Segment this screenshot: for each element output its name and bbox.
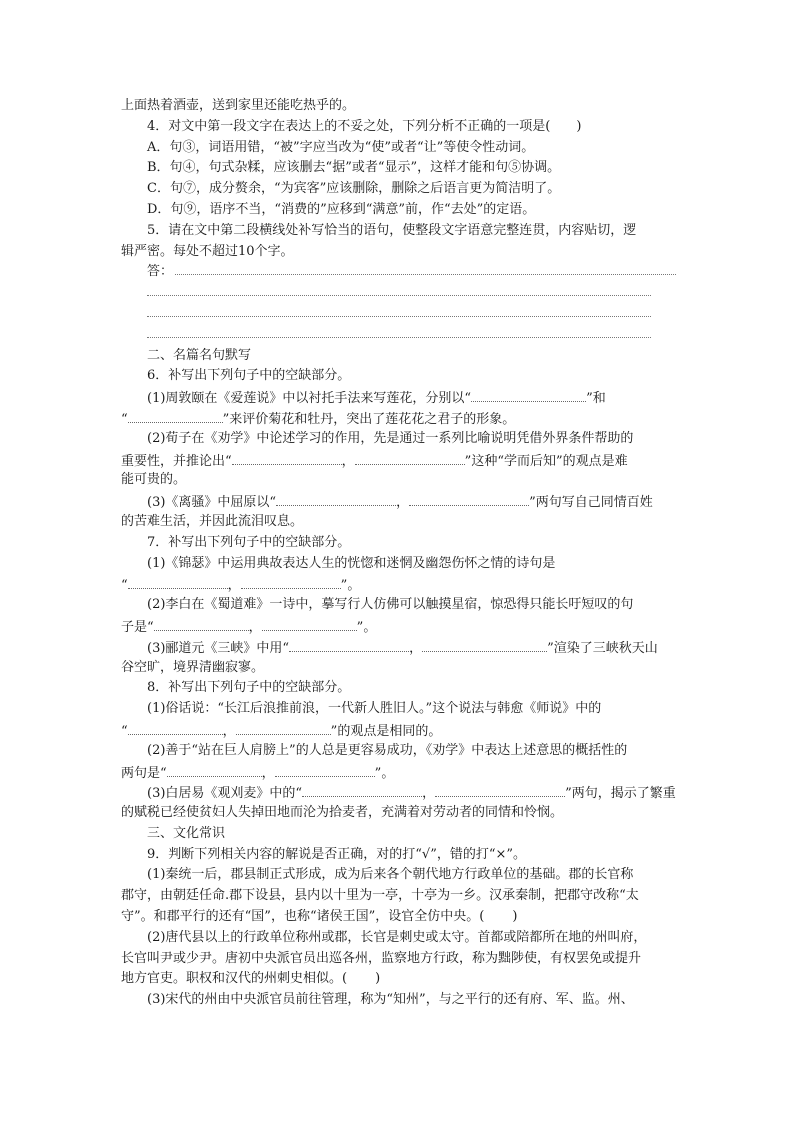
question-6: 6．补写出下列句子中的空缺部分。 [147, 368, 351, 384]
answer-line-2[interactable] [121, 283, 676, 304]
text-fragment: ， [222, 723, 236, 739]
text-line [121, 720, 676, 741]
question-7: 7．补写出下列句子中的空缺部分。 [147, 534, 351, 550]
text-fragment: ”渲染了三峡秋天山 [547, 640, 658, 656]
question-8: 8．补写出下列句子中的空缺部分。 [147, 680, 351, 696]
section-heading: 二、名篇名句默写 [147, 347, 252, 363]
fill-blank[interactable] [154, 616, 249, 631]
text-line [121, 969, 676, 990]
fill-blank[interactable] [289, 637, 409, 652]
text-fragment: ) [375, 971, 381, 987]
text-fragment: (1)周敦颐在《爱莲说》中以衬托手法来写莲花，分别以“ [147, 391, 472, 407]
answer-label: 答： [147, 262, 175, 283]
answer-rule [175, 274, 676, 275]
option-b: B．句④，句式杂糅，应该删去“据”或者“显示”，这样才能和句⑤协调。 [147, 160, 561, 176]
text-fragment: 地方官吏。职权和汉代的州刺史相似。( [121, 971, 348, 987]
text-line [121, 637, 676, 658]
option-d: D．句⑨，语序不当，“消费的”应移到“满意”前，作“去处”的定语。 [147, 201, 536, 217]
text-fragment: ， [248, 619, 262, 635]
section-heading: 三、文化常识 [147, 825, 226, 841]
option-c: C．句⑦，成分赘余，“为宾客”应该删除，删除之后语言更为简洁明了。 [147, 181, 561, 197]
answer-rule [147, 295, 651, 296]
text-line: 的苦难生活，并因此流泪叹息。 [121, 513, 304, 529]
fill-blank[interactable] [435, 782, 565, 797]
text-fragment: ， [341, 453, 355, 469]
text-line: (2)荀子在《劝学》中论述学习的作用，先是通过一系列比喻说明凭借外界条件帮助的 [147, 430, 634, 446]
text-line: (1)俗话说：“长江后浪推前浪，一代新人胜旧人。”这个说法与韩愈《师说》中的 [147, 701, 602, 717]
text-fragment: 重要性，并推论出“ [121, 453, 232, 469]
text-fragment: ”。 [356, 619, 377, 635]
text-line [121, 782, 676, 803]
text-line [121, 450, 676, 471]
fill-blank[interactable] [128, 720, 223, 735]
question-5: 5．请在文中第二段横线处补写恰当的语句，使整段文字语意完整连贯，内容贴切，逻 [147, 222, 637, 238]
answer-line-1[interactable] [121, 262, 676, 283]
text-line [121, 616, 676, 637]
fill-blank[interactable] [232, 450, 342, 465]
text-fragment: ， [409, 640, 423, 656]
text-fragment: ”。 [340, 578, 361, 594]
text-fragment: ) [512, 909, 518, 925]
text-line: 上面热着酒壶，送到家里还能吃热乎的。 [121, 98, 356, 113]
fill-blank[interactable] [302, 782, 422, 797]
text-line [121, 762, 676, 783]
text-line: (2)善于“站在巨人肩膀上”的人总是更容易成功，《劝学》中表达上述意思的概括性的 [147, 742, 628, 758]
text-line [121, 491, 676, 512]
text-fragment: ”这种“学而后知”的观点是难 [464, 453, 628, 469]
text-line: 的赋税已经使贫妇人失掉田地而沦为拾麦者，充满着对劳动者的同情和怜悯。 [121, 805, 564, 821]
text-fragment: ”两句写自己同情百姓 [529, 495, 653, 511]
text-fragment: ， [396, 495, 410, 511]
text-fragment: 两句是“ [121, 765, 167, 781]
text-line [121, 387, 676, 408]
text-fragment: 守”。和郡平行的还有“国”，也称“诸侯王国”，设官全仿中央。( [121, 909, 485, 925]
answer-line-4[interactable] [121, 325, 676, 346]
text-fragment: “ [121, 578, 128, 594]
question-9: 9．判断下列相关内容的解说是否正确，对的打“√”，错的打“×”。 [147, 846, 527, 862]
answer-line-3[interactable] [121, 304, 676, 325]
answer-rule [147, 316, 651, 317]
text-fragment: “ [121, 411, 128, 427]
document-body [121, 96, 676, 1011]
text-fragment: ， [261, 765, 275, 781]
text-line: 辑严密。每处不超过10个字。 [121, 243, 294, 259]
text-line: (3)宋代的州由中央派官员前往管理，称为“知州”，与之平行的还有府、军、监。州、 [147, 992, 634, 1008]
fill-blank[interactable] [128, 408, 223, 423]
text-fragment: ， [227, 578, 241, 594]
text-fragment: ”。 [374, 765, 395, 781]
option-a: A．句③，词语用错，“被”字应当改为“使”或者“让”等使令性动词。 [147, 139, 535, 155]
text-fragment: 子是“ [121, 619, 154, 635]
answer-rule [147, 337, 651, 338]
fill-blank[interactable] [422, 637, 547, 652]
text-fragment: ”两句，揭示了繁重 [565, 786, 676, 802]
fill-blank[interactable] [471, 387, 586, 402]
text-fragment: (3)白居易《观刈麦》中的“ [147, 786, 303, 802]
fill-blank[interactable] [128, 574, 228, 589]
text-line [121, 574, 676, 595]
text-fragment: ”和 [586, 391, 606, 407]
text-line: (1)秦统一后，郡县制正式形成，成为后来各个朝代地方行政单位的基础。郡的长官称 [147, 867, 634, 883]
text-fragment: ”的观点是相同的。 [330, 723, 442, 739]
fill-blank[interactable] [276, 491, 396, 506]
fill-blank[interactable] [236, 720, 331, 735]
text-line: 谷空旷，境界清幽寂寥。 [121, 659, 265, 675]
text-line: (2)唐代县以上的行政单位称州或郡，长官是刺史或太守。首都或陪都所在地的州叫府， [147, 929, 647, 945]
text-line: 郡守，由朝廷任命.郡下设县，县内以十里为一亭，十亭为一乡。汉承秦制，把郡守改称“太 [121, 888, 639, 904]
text-fragment: ， [422, 786, 436, 802]
text-line [121, 907, 676, 928]
text-line: 长官叫尹或少尹。唐初中央派官员出巡各州，监察地方行政，称为黜陟使，有权罢免或提升 [121, 950, 642, 966]
question-4: 4．对文中第一段文字在表达上的不妥之处，下列分析不正确的一项是( ) [147, 118, 582, 134]
text-fragment: “ [121, 723, 128, 739]
text-fragment: (3)《离骚》中屈原以“ [147, 495, 277, 511]
text-fragment: ”来评价菊花和牡丹，突出了莲花花之君子的形象。 [222, 411, 516, 427]
fill-blank[interactable] [409, 491, 529, 506]
text-fragment: (3)郦道元《三峡》中用“ [147, 640, 290, 656]
text-line: 能可贵的。 [121, 472, 187, 488]
fill-blank[interactable] [241, 574, 341, 589]
text-line [121, 408, 676, 429]
text-line: (1)《锦瑟》中运用典故表达人生的恍惚和迷惘及幽怨伤怀之情的诗句是 [147, 555, 556, 571]
fill-blank[interactable] [355, 450, 465, 465]
fill-blank[interactable] [262, 616, 357, 631]
text-line: (2)李白在《蜀道难》一诗中，摹写行人仿佛可以触摸星宿，惊恐得只能长吁短叹的句 [147, 597, 634, 613]
fill-blank[interactable] [167, 762, 262, 777]
fill-blank[interactable] [275, 762, 375, 777]
